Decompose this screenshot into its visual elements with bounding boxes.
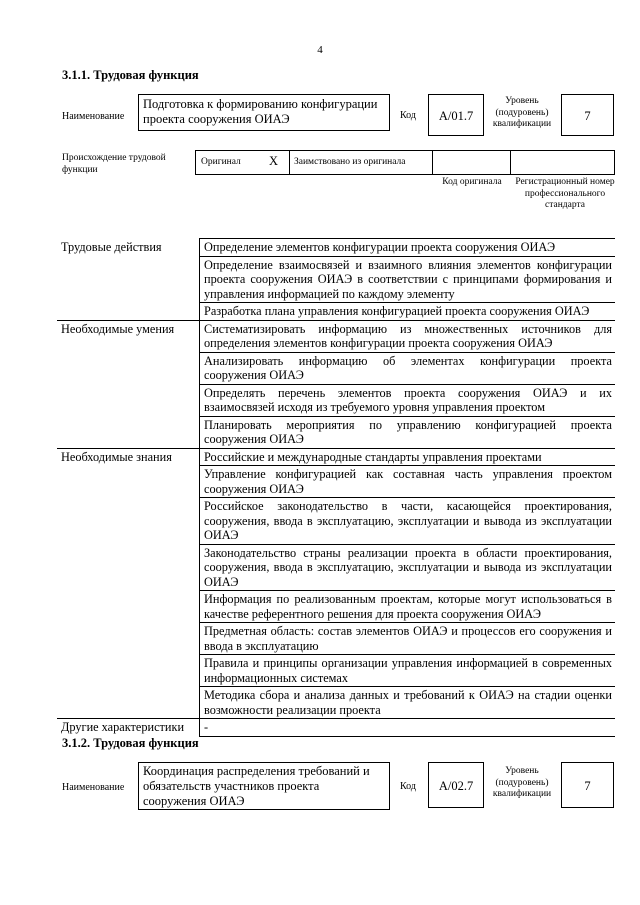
table-cell: Определять перечень элементов проекта сооружения ОИАЭ и их взаимосвязей исходя из требуемого уровня управления проектом (200, 384, 616, 416)
table-cell: Методика сбора и анализа данных и требований к ОИАЭ на стадии оценки возможности реализации проекта (200, 687, 616, 719)
table-cell: Разработка плана управления конфигурацией проекта сооружения ОИАЭ (200, 303, 616, 321)
borrowed-label: Заимствовано из оригинала (294, 157, 406, 167)
section-heading-2: 3.1.2. Трудовая функция (62, 736, 199, 750)
level-label: Уровень (подуровень) квалификации (492, 96, 552, 129)
code-label-2: Код (400, 781, 416, 792)
page-number: 4 (317, 44, 323, 56)
group-label: Другие характеристики (57, 719, 200, 737)
code-label: Код (400, 110, 416, 121)
table-cell: Планировать мероприятия по управлению конфигурацией проекта сооружения ОИАЭ (200, 416, 616, 448)
code-value: A/01.7 (428, 94, 484, 136)
origin-label: Происхождение трудовой функции (62, 153, 166, 175)
table-cell: Определение взаимосвязей и взаимного влияния элементов конфигурации проекта сооружения ОИАЭ в соответствии с принципами формирования и управления информацией по каждому элементу (200, 256, 616, 303)
table-row (57, 719, 615, 737)
table-cell: Предметная область: состав элементов ОИАЭ и процессов его сооружения и ввода в эксплуатацию (200, 623, 616, 655)
table-row (57, 448, 615, 466)
table-cell: Определение элементов конфигурации проекта сооружения ОИАЭ (200, 239, 616, 257)
table-cell: Законодательство страны реализации проекта в области проектирования, сооружения, ввода в эксплуатацию, эксплуатации и вывода из эксплуатации ОИАЭ (200, 544, 616, 591)
table-cell: Информация по реализованным проектам, которые могут использоваться в качестве референтного решения для проекта сооружения ОИАЭ (200, 591, 616, 623)
function-name-2: Координация распределения требований и обязательств участников проекта сооружения ОИАЭ (138, 762, 390, 810)
reg-number-caption: Регистрационный номер профессионального стандарта (515, 177, 615, 210)
divider (510, 150, 511, 175)
function-name: Подготовка к формированию конфигурации проекта сооружения ОИАЭ (138, 94, 390, 131)
table-cell: Российские и международные стандарты управления проектами (200, 448, 616, 466)
code-original-caption: Код оригинала (442, 177, 502, 187)
group-label: Необходимые умения (57, 320, 200, 448)
table-cell: Управление конфигурацией как составная часть управления проектом сооружения ОИАЭ (200, 466, 616, 498)
name-label-2: Наименование (62, 782, 125, 793)
name-label: Наименование (62, 111, 125, 122)
code-value-2: A/02.7 (428, 762, 484, 808)
table-cell: Правила и принципы организации управления информацией в современных информационных системах (200, 655, 616, 687)
original-mark: X (269, 154, 279, 168)
level-value-2: 7 (561, 762, 614, 808)
function-table (57, 238, 615, 737)
table-cell: Российское законодательство в части, касающейся проектирования, сооружения, ввода в эксплуатацию, эксплуатации и вывода из эксплуатации ОИАЭ (200, 498, 616, 545)
divider (289, 150, 290, 175)
table-row (57, 320, 615, 352)
divider (432, 150, 433, 175)
section-heading: 3.1.1. Трудовая функция (62, 68, 199, 82)
group-label: Необходимые знания (57, 448, 200, 719)
original-label: Оригинал (201, 157, 241, 167)
level-label-2: Уровень (подуровень) квалификации (492, 766, 552, 799)
table-row (57, 239, 615, 257)
table-cell: - (200, 719, 616, 737)
table-cell: Систематизировать информацию из множественных источников для определения элементов конфигурации проекта сооружения ОИАЭ (200, 320, 616, 352)
group-label: Трудовые действия (61, 239, 162, 254)
table-cell: Анализировать информацию об элементах конфигурации проекта сооружения ОИАЭ (200, 352, 616, 384)
level-value: 7 (561, 94, 614, 136)
